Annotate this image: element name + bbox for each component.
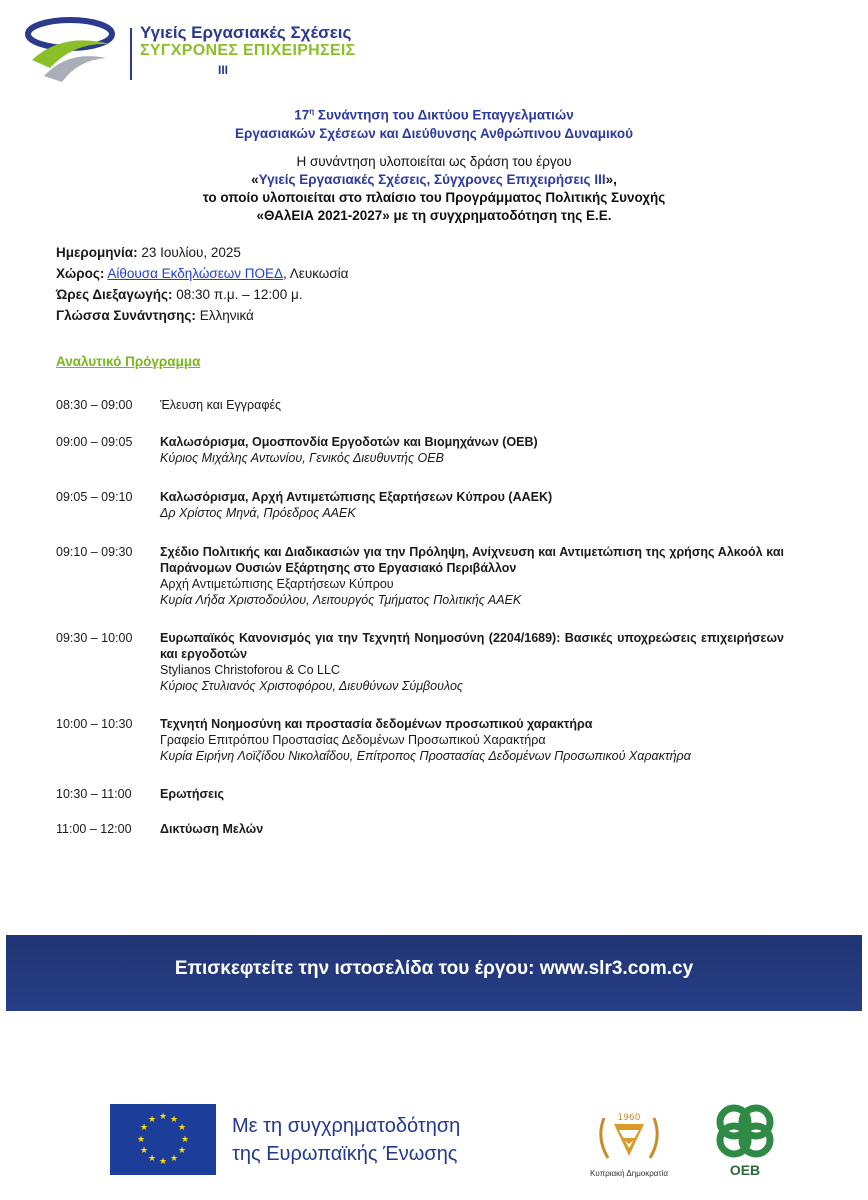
meeting-info	[56, 242, 348, 326]
svg-text:★: ★	[147, 1115, 157, 1125]
logo-subtitle: ΣΥΓΧΡΟΝΕΣ ΕΠΙΧΕΙΡΗΣΕΙΣ	[140, 42, 356, 59]
svg-text:★: ★	[158, 1112, 168, 1122]
agenda-time: 08:30 – 09:00	[56, 398, 133, 412]
agenda-speaker: Κυρία Ειρήνη Λοϊζίδου Νικολαΐδου, Επίτροπος Προστασίας Δεδομένων Προσωπικού Χαρακτήρα	[160, 749, 691, 763]
agenda-title: Δικτύωση Μελών	[160, 822, 264, 836]
agenda-item	[56, 489, 784, 521]
svg-text:★: ★	[158, 1157, 168, 1167]
agenda-title: Σχέδιο Πολιτικής και Διαδικασιών για την Πρόληψη, Ανίχνευση και Αντιμετώπιση της χρήσης Αλκοόλ και Παράνομων Ουσιών Εξάρτησης στο Εργασιακό Περιβάλλον	[160, 545, 784, 575]
agenda-item	[56, 397, 784, 413]
agenda-time: 11:00 – 12:00	[56, 822, 132, 836]
svg-text:1960: 1960	[617, 1113, 641, 1123]
oeb-logo: ΟΕΒ	[710, 1100, 780, 1180]
agenda-title: Καλωσόρισμα, Ομοσπονδία Εργοδοτών και Βιομηχάνων (ΟΕΒ)	[160, 435, 538, 449]
agenda-time: 09:05 – 09:10	[56, 490, 133, 504]
svg-text:★: ★	[139, 1123, 149, 1133]
logo-divider	[130, 28, 132, 80]
agenda-time: 09:30 – 10:00	[56, 631, 133, 645]
language-line: Γλώσσα Συνάντησης: Ελληνικά	[56, 308, 254, 323]
meeting-title: $17^\eta$ Συνάντηση του Δικτύου Επαγγελματιών Εργασιακών Σχέσεων και Διεύθυνσης Ανθρώπινου Δυναμικού	[235, 107, 633, 141]
venue-link[interactable]: Αίθουσα Εκδηλώσεων ΠΟΕΔ	[107, 266, 284, 281]
agenda-title: Τεχνητή Νοημοσύνη και προστασία δεδομένων προσωπικού χαρακτήρα	[160, 717, 593, 731]
website-banner-text[interactable]: Επισκεφτείτε την ιστοσελίδα του έργου: www.slr3.com.cy	[174, 958, 694, 979]
agenda-speaker: Κυρία Λήδα Χριστοδούλου, Λειτουργός Τμήματος Πολιτικής ΑΑΕΚ	[160, 593, 522, 607]
agenda-item	[56, 434, 784, 466]
agenda-time: 10:30 – 11:00	[56, 787, 132, 801]
agenda	[56, 397, 784, 837]
agenda-time: 10:00 – 10:30	[56, 717, 133, 731]
svg-text:★: ★	[169, 1154, 179, 1164]
agenda-speaker: Κύριος Μιχάλης Αντωνίου, Γενικός Διευθυντής ΟΕΒ	[160, 451, 444, 465]
section-title: Αναλυτικό Πρόγραμμα	[56, 354, 201, 369]
cyprus-emblem: 1960 Κυπριακή Δημοκρατία	[586, 1102, 672, 1180]
agenda-organization: Stylianos Christoforou & Co LLC	[160, 663, 340, 677]
agenda-speaker: Δρ Χρίστος Μηνά, Πρόεδρος ΑΑΕΚ	[160, 506, 356, 520]
agenda-title: Ερωτήσεις	[160, 787, 224, 801]
logo-edition: III	[218, 63, 229, 77]
agenda-item	[56, 716, 784, 764]
agenda-time: 09:00 – 09:05	[56, 435, 133, 449]
agenda-speaker: Κύριος Στυλιανός Χριστοφόρου, Διευθύνων Σύμβουλος	[160, 679, 464, 693]
date-line: Ημερομηνία: 23 Ιουλίου, 2025	[56, 245, 241, 260]
oeb-knot-icon	[710, 1100, 780, 1162]
logo-title: Υγιείς Εργασιακές Σχέσεις	[140, 23, 352, 42]
svg-text:★: ★	[136, 1135, 146, 1145]
svg-text:★: ★	[147, 1154, 157, 1164]
agenda-title: Καλωσόρισμα, Αρχή Αντιμετώπισης Εξαρτήσεων Κύπρου (ΑΑΕΚ)	[160, 490, 553, 504]
agenda-item	[56, 630, 784, 694]
svg-text:★: ★	[180, 1135, 190, 1145]
swoosh-logo-icon	[22, 10, 122, 90]
agenda-item	[56, 786, 784, 802]
eu-cofunding-text: Με τη συγχρηματοδότηση της Ευρωπαϊκής Ένωσης	[232, 1115, 461, 1165]
svg-text:★: ★	[177, 1146, 187, 1156]
svg-text:★: ★	[177, 1123, 187, 1133]
hours-line: Ώρες Διεξαγωγής: 08:30 π.μ. – 12:00 μ.	[56, 287, 303, 302]
project-description: Η συνάντηση υλοποιείται ως δράση του έργου «Υγιείς Εργασιακές Σχέσεις, Σύγχρονες Επιχειρήσεις ΙΙΙ», το οποίο υλοποιείται στο πλαίσιο του Προγράμματος Πολιτικής Συνοχής «ΘΑλΕΙΑ 2021-2027» με τη συγχρηματοδότηση της Ε.Ε.	[202, 153, 666, 223]
eu-flag-icon	[110, 1104, 216, 1175]
venue-line: Χώρος: Αίθουσα Εκδηλώσεων ΠΟΕΔ, Λευκωσία	[56, 266, 349, 281]
agenda-activity: Έλευση και Εγγραφές	[160, 398, 282, 412]
agenda-item	[56, 544, 784, 608]
svg-text:★: ★	[169, 1115, 179, 1125]
agenda-time: 09:10 – 09:30	[56, 545, 133, 559]
agenda-organization: Γραφείο Επιτρόπου Προστασίας Δεδομένων Προσωπικού Χαρακτήρα	[160, 733, 546, 747]
agenda-item	[56, 821, 784, 837]
cyprus-dove-icon	[586, 1102, 672, 1168]
svg-text:★: ★	[139, 1146, 149, 1156]
agenda-title: Ευρωπαϊκός Κανονισμός για την Τεχνητή Νοημοσύνη (2204/1689): Βασικές υποχρεώσεις επιχειρήσεων και εργοδοτών	[160, 631, 784, 661]
agenda-organization: Αρχή Αντιμετώπισης Εξαρτήσεων Κύπρου	[160, 577, 394, 591]
meeting-heading	[0, 103, 868, 225]
project-logo	[22, 10, 356, 90]
